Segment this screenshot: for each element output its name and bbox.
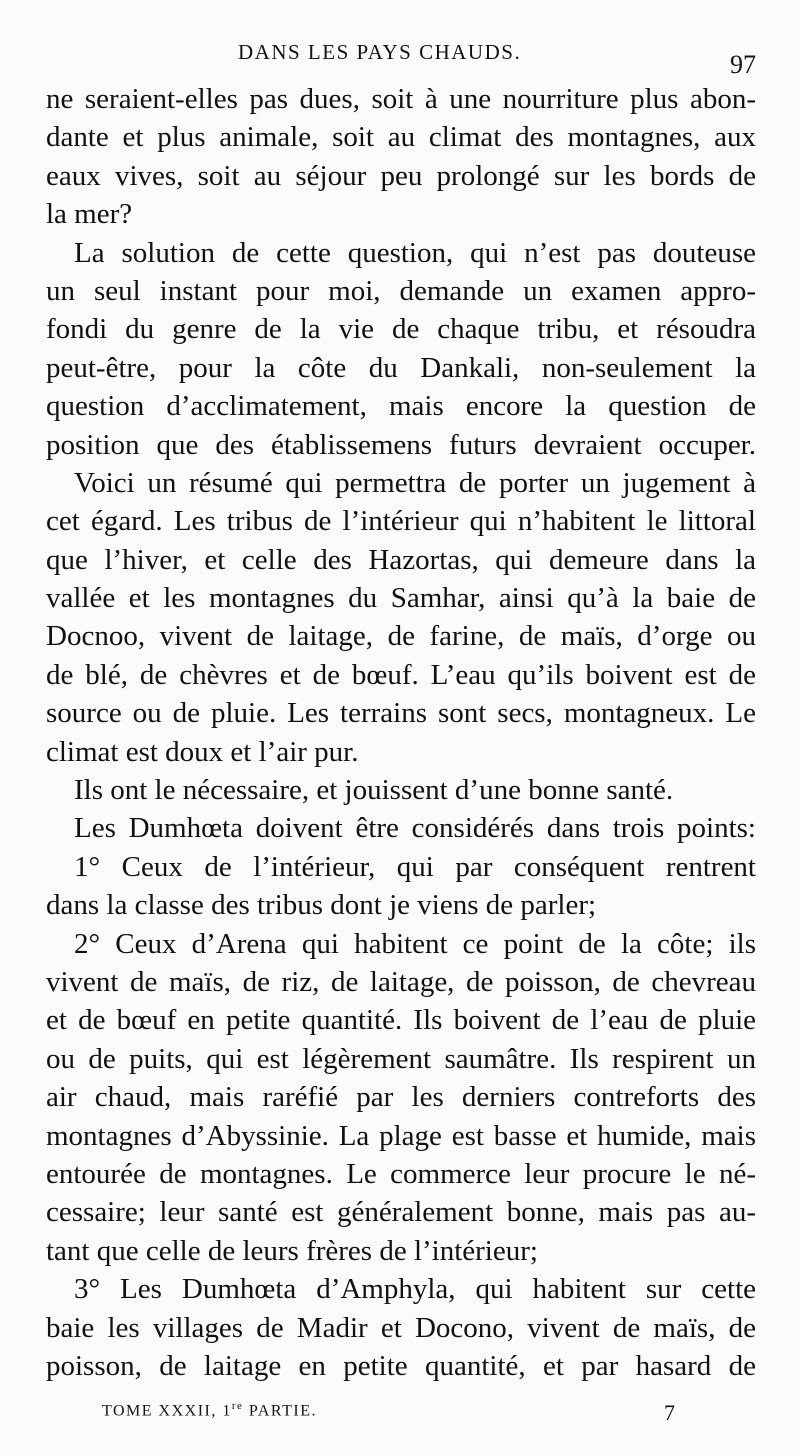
text-line: dans la classe des tribus dont je viens de parler; — [46, 889, 597, 922]
text-line: entourée de montagnes. Le commerce leur procure le né- — [46, 1157, 756, 1190]
text-line: 1° Ceux de l’intérieur, qui par conséquent rentrent — [74, 850, 756, 883]
page-footer — [0, 1392, 800, 1432]
text-line: vallée et les montagnes du Samhar, ainsi qu’à la baie de — [46, 582, 756, 615]
text-line: de blé, de chèvres et de bœuf. L’eau qu’ils boivent est de — [46, 658, 756, 691]
text-line: 2° Ceux d’Arena qui habitent ce point de la côte; ils — [74, 927, 756, 960]
text-line: eaux vives, soit au séjour peu prolongé sur les bords de — [46, 159, 756, 192]
text-line: air chaud, mais raréfié par les derniers contreforts des — [46, 1081, 756, 1114]
text-line: fondi du genre de la vie de chaque tribu, et résoudra — [46, 313, 756, 346]
signature-text: TOME XXXII, 1 — [102, 1402, 232, 1420]
text-line: 3° Les Dumhœta d’Amphyla, qui habitent sur cette — [74, 1273, 756, 1306]
text-line: question d’acclimatement, mais encore la question de — [46, 390, 756, 423]
text-line: baie les villages de Madir et Docono, vivent de maïs, de — [46, 1311, 756, 1344]
page-number: 97 — [730, 50, 756, 79]
text-line: Voici un résumé qui permettra de porter un jugement à — [74, 466, 756, 499]
text-line: vivent de maïs, de riz, de laitage, de poisson, de chevreau — [46, 965, 756, 998]
text-line: ou de puits, qui est légèrement saumâtre. Ils respirent un — [46, 1042, 756, 1075]
text-line: Ils ont le nécessaire, et jouissent d’une bonne santé. — [74, 774, 674, 807]
signature-mark — [102, 1400, 317, 1420]
text-line: cessaire; leur santé est généralement bonne, mais pas au- — [46, 1196, 756, 1229]
text-line: que l’hiver, et celle des Hazortas, qui demeure dans la — [46, 543, 756, 576]
signature-suffix: PARTIE. — [243, 1402, 317, 1420]
sheet-number: 7 — [664, 1400, 675, 1425]
signature-superscript: re — [231, 1400, 244, 1412]
text-line: Les Dumhœta doivent être considérés dans trois points: — [74, 812, 756, 845]
text-line: et de bœuf en petite quantité. Ils boivent de l’eau de pluie — [46, 1004, 756, 1037]
text-line: montagnes d’Abyssinie. La plage est basse et humide, mais — [46, 1119, 756, 1152]
text-line: position que des établissemens futurs devraient occuper. — [46, 428, 756, 461]
text-line: La solution de cette question, qui n’est pas douteuse — [74, 236, 756, 269]
text-line: peut-être, pour la côte du Dankali, non-seulement la — [46, 351, 756, 384]
running-head — [0, 40, 800, 79]
text-line: source ou de pluie. Les terrains sont secs, montagneux. Le — [46, 697, 756, 730]
text-line: Docnoo, vivent de laitage, de farine, de maïs, d’orge ou — [46, 620, 756, 653]
text-line: cet égard. Les tribus de l’intérieur qui n’habitent le littoral — [46, 505, 756, 538]
text-line: dante et plus animale, soit au climat des montagnes, aux — [46, 121, 756, 154]
text-line: tant que celle de leurs frères de l’intérieur; — [46, 1234, 538, 1267]
text-line: un seul instant pour moi, demande un examen appro- — [46, 274, 756, 307]
text-line: ne seraient-elles pas dues, soit à une nourriture plus abon- — [46, 83, 756, 115]
text-line: climat est doux et l’air pur. — [46, 735, 359, 768]
text-line: poisson, de laitage en petite quantité, et par hasard de — [46, 1349, 756, 1382]
running-title: DANS LES PAYS CHAUDS. — [238, 40, 522, 64]
body-text — [46, 80, 756, 1385]
text-line: la mer? — [46, 198, 133, 231]
